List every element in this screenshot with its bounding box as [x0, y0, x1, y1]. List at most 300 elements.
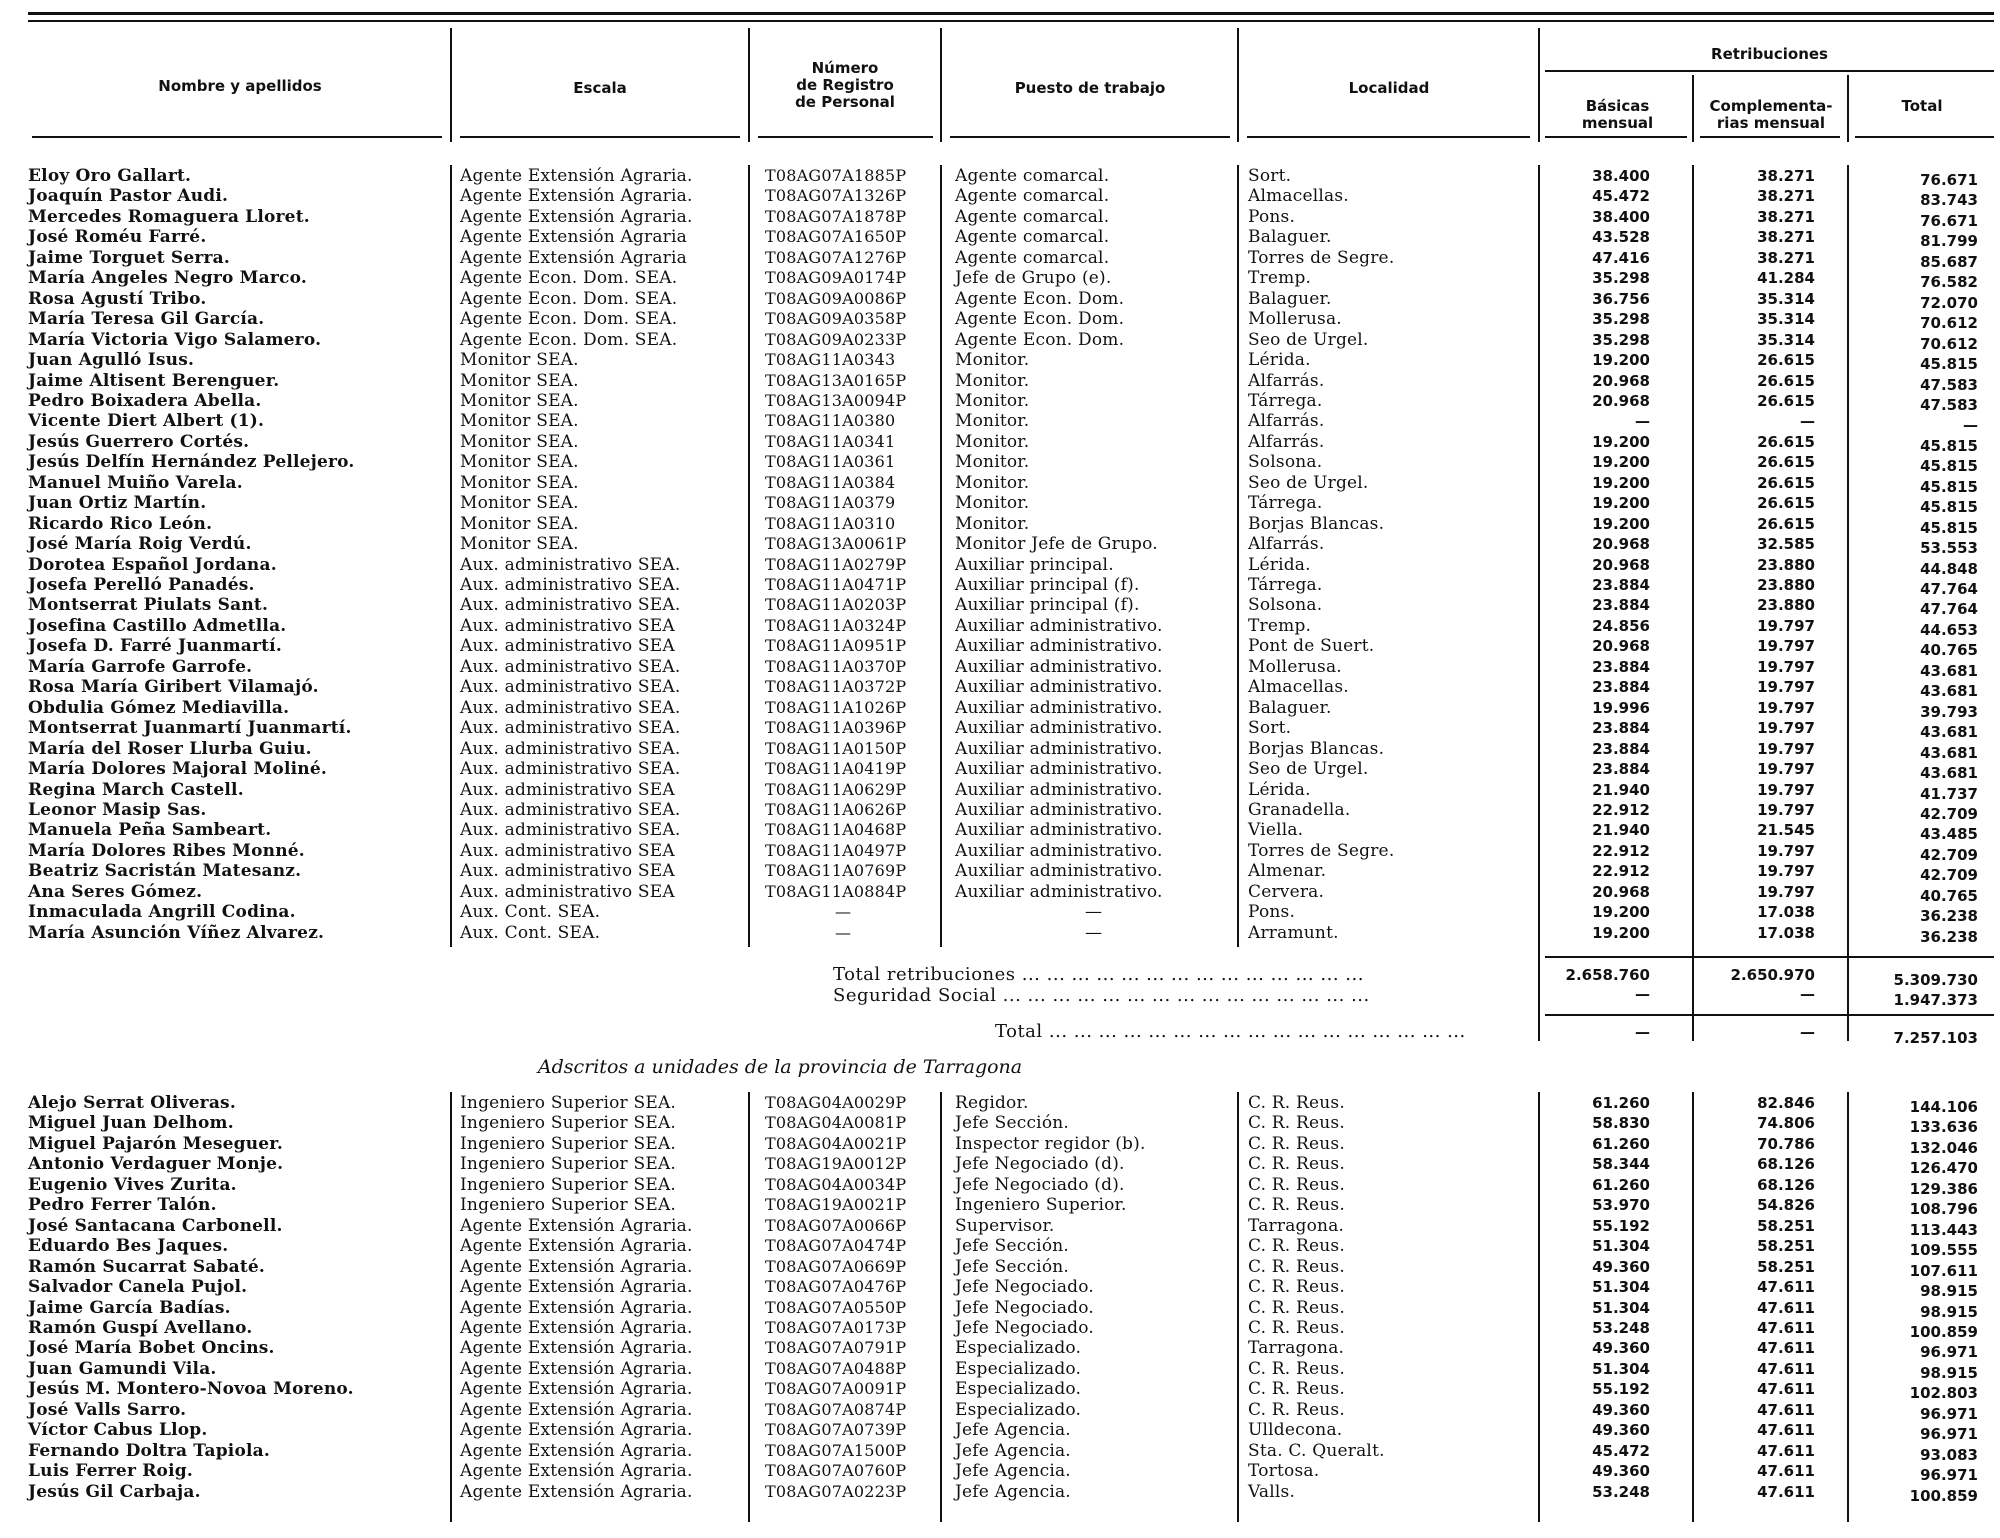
total-cell: 43.681	[1920, 764, 1978, 783]
person-name: Jaime García Badías.	[28, 1297, 231, 1318]
table-row	[0, 186, 2000, 210]
total-cell: 81.799	[1920, 232, 1978, 251]
total-cell: 45.815	[1920, 457, 1978, 476]
complementarias-cell: 47.611	[1757, 1421, 1815, 1440]
basicas-cell: 53.970	[1592, 1196, 1650, 1215]
basicas-cell: 23.884	[1592, 739, 1650, 758]
total-cell: 129.386	[1909, 1179, 1978, 1198]
person-name: Regina March Castell.	[28, 779, 244, 800]
person-name: Josefa Perelló Panadés.	[28, 575, 255, 595]
puesto-cell: Ingeniero Superior.	[955, 1195, 1127, 1216]
localidad-cell: C. R. Reus.	[1248, 1174, 1345, 1195]
total-cell: 42.709	[1920, 845, 1978, 864]
basicas-cell: 35.298	[1592, 269, 1650, 288]
localidad-cell: Balaguer.	[1248, 697, 1332, 718]
registro-cell: T08AG11A0396P	[765, 718, 907, 738]
basicas-cell: 21.940	[1592, 821, 1650, 840]
table-row	[0, 1113, 2000, 1137]
person-name: Jaime Altisent Berenguer.	[28, 370, 280, 391]
puesto-cell: Auxiliar administrativo.	[955, 881, 1163, 902]
complementarias-cell: 26.615	[1757, 494, 1815, 513]
basicas-cell: 49.360	[1592, 1400, 1650, 1419]
basicas-cell: 20.968	[1592, 371, 1650, 390]
basicas-cell: 23.884	[1592, 719, 1650, 738]
person-name: Ricardo Rico León.	[28, 513, 213, 534]
header-underline	[32, 136, 442, 138]
basicas-cell: 49.360	[1592, 1339, 1650, 1358]
basicas-cell: 19.200	[1592, 351, 1650, 370]
complementarias-cell: 47.611	[1757, 1462, 1815, 1481]
puesto-cell: Agente comarcal.	[955, 247, 1110, 268]
total-cell: 108.796	[1909, 1200, 1978, 1219]
total-cell: 113.443	[1909, 1220, 1978, 1239]
person-name: Ana Seres Gómez.	[28, 881, 203, 902]
complementarias-cell: 47.611	[1757, 1318, 1815, 1337]
escala-cell: Ingeniero Superior SEA.	[460, 1113, 677, 1134]
total-cell: 96.971	[1920, 1425, 1978, 1444]
header-underline	[758, 136, 933, 138]
registro-cell: T08AG11A0419P	[765, 759, 907, 779]
registro-cell: T08AG09A0174P	[765, 268, 907, 288]
total-cell: 41.737	[1920, 784, 1978, 803]
total-cell: 45.815	[1920, 477, 1978, 496]
table-row	[0, 718, 2000, 742]
table-row	[0, 268, 2000, 292]
puesto-cell: Auxiliar administrativo.	[955, 779, 1163, 800]
puesto-cell: Monitor.	[955, 370, 1030, 391]
basicas-cell: 22.912	[1592, 862, 1650, 881]
localidad-cell: Viella.	[1248, 820, 1304, 841]
registro-cell: T08AG07A0488P	[765, 1358, 907, 1378]
basicas-cell: 45.472	[1592, 187, 1650, 206]
escala-cell: Agente Extensión Agraria.	[460, 1481, 693, 1502]
localidad-cell: Mollerusa.	[1248, 309, 1342, 330]
basicas-cell: 19.200	[1592, 494, 1650, 513]
total-cell: 132.046	[1909, 1138, 1978, 1157]
escala-cell: Agente Extensión Agraria.	[460, 1317, 693, 1338]
puesto-cell: Jefe de Grupo (e).	[955, 268, 1112, 289]
header-complementarias-line1: Complementa-	[1709, 97, 1833, 115]
puesto-cell: Jefe Agencia.	[955, 1481, 1071, 1502]
total-cell: 98.915	[1920, 1363, 1978, 1382]
table-row	[0, 1297, 2000, 1321]
complementarias-cell: 21.545	[1757, 821, 1815, 840]
escala-cell: Aux. administrativo SEA.	[460, 677, 681, 698]
localidad-cell: Solsona.	[1248, 595, 1323, 616]
basicas-cell: 61.260	[1592, 1094, 1650, 1112]
registro-cell: T08AG07A1885P	[765, 166, 907, 185]
person-name: José Valls Sarro.	[28, 1399, 187, 1420]
basicas-cell: 20.968	[1592, 535, 1650, 554]
registro-cell: T08AG11A0384	[765, 472, 896, 492]
total-cell: 76.582	[1920, 273, 1978, 292]
escala-cell: Agente Extensión Agraria.	[460, 1399, 693, 1420]
escala-cell: Agente Extensión Agraria	[460, 227, 687, 248]
complementarias-cell: 23.880	[1757, 555, 1815, 574]
puesto-cell: Agente comarcal.	[955, 206, 1110, 227]
table-row	[0, 1461, 2000, 1485]
escala-cell: Agente Econ. Dom. SEA.	[460, 268, 678, 289]
table-row	[0, 472, 2000, 496]
escala-cell: Monitor SEA.	[460, 513, 579, 534]
complementarias-cell: 19.797	[1757, 678, 1815, 697]
localidad-cell: C. R. Reus.	[1248, 1236, 1345, 1257]
localidad-cell: Lérida.	[1248, 350, 1311, 371]
registro-cell: T08AG07A0550P	[765, 1297, 907, 1317]
registro-cell: T08AG13A0061P	[765, 534, 907, 554]
person-name: Salvador Canela Pujol.	[28, 1277, 248, 1298]
basicas-cell: 49.360	[1592, 1257, 1650, 1276]
escala-cell: Agente Extensión Agraria.	[460, 1420, 693, 1441]
puesto-cell: —	[1085, 902, 1103, 923]
table-row	[0, 247, 2000, 271]
localidad-cell: Seo de Urgel.	[1248, 759, 1369, 780]
table-row	[0, 513, 2000, 537]
total-cell: 45.815	[1920, 498, 1978, 517]
complementarias-cell: 35.314	[1757, 289, 1815, 308]
total-cell: —	[1963, 416, 1978, 435]
localidad-cell: Tortosa.	[1248, 1461, 1320, 1482]
table-row	[0, 779, 2000, 803]
basicas-cell: 23.884	[1592, 596, 1650, 615]
localidad-cell: Balaguer.	[1248, 227, 1332, 248]
escala-cell: Agente Extensión Agraria.	[460, 1215, 693, 1236]
person-name: Manuela Peña Sambeart.	[28, 820, 272, 841]
basicas-cell: 55.192	[1592, 1216, 1650, 1235]
escala-cell: Agente Extensión Agraria.	[460, 1461, 693, 1482]
totals-rule	[1545, 956, 1994, 958]
escala-cell: Agente Econ. Dom. SEA.	[460, 329, 678, 350]
total-retribuciones-label: Total retribuciones ... ... ... ... ... ... ... ... ... ... ... ... ... ...	[833, 964, 1364, 985]
complementarias-cell: 70.786	[1757, 1134, 1815, 1153]
table-row	[0, 431, 2000, 455]
puesto-cell: Monitor.	[955, 472, 1030, 493]
basicas-cell: 55.192	[1592, 1380, 1650, 1399]
header-divider	[1692, 75, 1694, 142]
puesto-cell: Monitor.	[955, 390, 1030, 411]
header-divider	[1538, 28, 1540, 142]
localidad-cell: Valls.	[1248, 1481, 1296, 1502]
total-cell: 40.765	[1920, 886, 1978, 905]
total-cell: 107.611	[1909, 1261, 1978, 1280]
person-name: Joaquín Pastor Audi.	[28, 186, 229, 207]
person-name: María Teresa Gil García.	[28, 309, 265, 330]
localidad-cell: Lérida.	[1248, 554, 1311, 575]
registro-cell: —	[835, 922, 852, 942]
registro-cell: T08AG04A0034P	[765, 1174, 907, 1194]
total-cell: 98.915	[1920, 1282, 1978, 1301]
table-row	[0, 656, 2000, 680]
table-row	[0, 1481, 2000, 1505]
localidad-cell: Tremp.	[1248, 268, 1312, 289]
person-name: Leonor Masip Sas.	[28, 799, 207, 820]
localidad-cell: Sort.	[1248, 166, 1292, 186]
escala-cell: Aux. administrativo SEA	[460, 840, 675, 861]
basicas-cell: 23.884	[1592, 678, 1650, 697]
table-row	[0, 677, 2000, 701]
person-name: Beatriz Sacristán Matesanz.	[28, 861, 302, 882]
header-underline	[1247, 136, 1530, 138]
puesto-cell: Jefe Negociado (d).	[955, 1154, 1125, 1175]
total-cell: 43.485	[1920, 825, 1978, 844]
puesto-cell: Inspector regidor (b).	[955, 1133, 1146, 1154]
table-row	[0, 1277, 2000, 1301]
escala-cell: Agente Extensión Agraria.	[460, 1379, 693, 1400]
header-registro-line1: Número	[811, 59, 879, 77]
table-row	[0, 1420, 2000, 1444]
total-basicas: —	[1635, 1023, 1650, 1041]
puesto-cell: Auxiliar administrativo.	[955, 656, 1163, 677]
complementarias-cell: 19.797	[1757, 739, 1815, 758]
localidad-cell: C. R. Reus.	[1248, 1277, 1345, 1298]
total-cell: 42.709	[1920, 866, 1978, 885]
complementarias-cell: 19.797	[1757, 637, 1815, 656]
complementarias-cell: 19.797	[1757, 780, 1815, 799]
complementarias-cell: 47.611	[1757, 1400, 1815, 1419]
total-cell: 144.106	[1909, 1098, 1978, 1116]
registro-cell: T08AG04A0081P	[765, 1113, 907, 1133]
complementarias-cell: 19.797	[1757, 657, 1815, 676]
table-row	[0, 1358, 2000, 1382]
header-localidad: Localidad	[1348, 79, 1430, 97]
complementarias-cell: 47.611	[1757, 1298, 1815, 1317]
registro-cell: T08AG13A0094P	[765, 390, 907, 410]
seguridad-social-basicas: —	[1635, 985, 1650, 1003]
localidad-cell: C. R. Reus.	[1248, 1297, 1345, 1318]
basicas-cell: 20.968	[1592, 391, 1650, 410]
header-basicas-line1: Básicas	[1585, 97, 1650, 115]
localidad-cell: Mollerusa.	[1248, 656, 1342, 677]
localidad-cell: Almenar.	[1248, 861, 1327, 882]
registro-cell: T08AG07A0739P	[765, 1420, 907, 1440]
puesto-cell: Regidor.	[955, 1093, 1029, 1113]
basicas-cell: 51.304	[1592, 1298, 1650, 1317]
table-row	[0, 738, 2000, 762]
header-retribuciones: Retribuciones	[1711, 45, 1828, 63]
table-row	[0, 227, 2000, 251]
total-cell: 45.815	[1920, 436, 1978, 455]
total-cell: 47.583	[1920, 395, 1978, 414]
escala-cell: Monitor SEA.	[460, 370, 579, 391]
puesto-cell: Especializado.	[955, 1358, 1082, 1379]
total-cell: 43.681	[1920, 661, 1978, 680]
registro-cell: T08AG07A0066P	[765, 1215, 907, 1235]
puesto-cell: Jefe Agencia.	[955, 1420, 1071, 1441]
localidad-cell: Sta. C. Queralt.	[1248, 1440, 1385, 1461]
localidad-cell: Alfarrás.	[1248, 370, 1325, 391]
complementarias-cell: 17.038	[1757, 903, 1815, 922]
total-total: 7.257.103	[1893, 1029, 1978, 1047]
registro-cell: T08AG11A0310	[765, 513, 896, 533]
complementarias-cell: 35.314	[1757, 310, 1815, 329]
table-row	[0, 534, 2000, 558]
header-underline	[460, 136, 740, 138]
registro-cell: T08AG11A0468P	[765, 820, 907, 840]
escala-cell: Agente Extensión Agraria.	[460, 1297, 693, 1318]
basicas-cell: 19.200	[1592, 903, 1650, 922]
localidad-cell: Alfarrás.	[1248, 534, 1325, 555]
seguridad-social-complementarias: —	[1800, 985, 1815, 1003]
localidad-cell: C. R. Reus.	[1248, 1317, 1345, 1338]
person-name: Luis Ferrer Roig.	[28, 1461, 193, 1482]
total-cell: 43.681	[1920, 682, 1978, 701]
basicas-cell: 49.360	[1592, 1462, 1650, 1481]
person-name: María Victoria Vigo Salamero.	[28, 329, 322, 350]
basicas-cell: 61.260	[1592, 1175, 1650, 1194]
puesto-cell: Agente comarcal.	[955, 166, 1110, 186]
puesto-cell: Agente Econ. Dom.	[955, 329, 1125, 350]
puesto-cell: Auxiliar administrativo.	[955, 697, 1163, 718]
basicas-cell: 43.528	[1592, 228, 1650, 247]
totals-rule	[1545, 1014, 1994, 1016]
complementarias-cell: 26.615	[1757, 391, 1815, 410]
complementarias-cell: 19.797	[1757, 760, 1815, 779]
person-name: Dorotea Español Jordana.	[28, 554, 277, 575]
registro-cell: T08AG09A0358P	[765, 309, 907, 329]
total-cell: 100.859	[1909, 1322, 1978, 1341]
puesto-cell: Supervisor.	[955, 1215, 1055, 1236]
localidad-cell: Almacellas.	[1248, 186, 1349, 207]
localidad-cell: Borjas Blancas.	[1248, 738, 1385, 759]
puesto-cell: Jefe Sección.	[955, 1113, 1070, 1134]
escala-cell: Agente Extensión Agraria.	[460, 1440, 693, 1461]
localidad-cell: Seo de Urgel.	[1248, 329, 1369, 350]
top-rule-2	[28, 20, 1994, 22]
header-registro-line3: de Personal	[795, 93, 895, 111]
table-row	[0, 493, 2000, 517]
table-row	[0, 452, 2000, 476]
basicas-cell: 47.416	[1592, 248, 1650, 267]
basicas-cell: 24.856	[1592, 616, 1650, 635]
header-divider	[1847, 75, 1849, 142]
complementarias-cell: 38.271	[1757, 228, 1815, 247]
total-cell: 53.553	[1920, 539, 1978, 558]
complementarias-cell: 82.846	[1757, 1094, 1815, 1112]
person-name: Montserrat Piulats Sant.	[28, 595, 269, 616]
complementarias-cell: 47.611	[1757, 1482, 1815, 1501]
complementarias-cell: 17.038	[1757, 923, 1815, 942]
basicas-cell: 38.400	[1592, 167, 1650, 185]
puesto-cell: Jefe Negociado.	[955, 1297, 1094, 1318]
table-row	[0, 820, 2000, 844]
localidad-cell: Seo de Urgel.	[1248, 472, 1369, 493]
puesto-cell: Especializado.	[955, 1379, 1082, 1400]
localidad-cell: Alfarrás.	[1248, 411, 1325, 432]
table-row	[0, 206, 2000, 230]
person-name: María Garrofe Garrofe.	[28, 656, 253, 677]
total-cell: 47.764	[1920, 600, 1978, 619]
escala-cell: Agente Extensión Agraria.	[460, 1338, 693, 1359]
complementarias-cell: 47.611	[1757, 1278, 1815, 1297]
basicas-cell: 61.260	[1592, 1134, 1650, 1153]
complementarias-cell: 23.880	[1757, 576, 1815, 594]
escala-cell: Aux. Cont. SEA.	[460, 922, 601, 943]
seguridad-social-label: Seguridad Social ... ... ... ... ... ... ... ... ... ... ... ... ... ... ...	[833, 985, 1370, 1006]
complementarias-cell: 19.797	[1757, 698, 1815, 717]
registro-cell: T08AG11A0372P	[765, 677, 907, 697]
localidad-cell: Cervera.	[1248, 881, 1325, 902]
registro-cell: T08AG11A0341	[765, 431, 896, 451]
table-row	[0, 390, 2000, 414]
person-name: Jesús Guerrero Cortés.	[28, 431, 250, 452]
escala-cell: Monitor SEA.	[460, 534, 579, 555]
person-name: José Santacana Carbonell.	[28, 1215, 283, 1236]
complementarias-cell: 54.826	[1757, 1196, 1815, 1215]
complementarias-cell: 38.271	[1757, 167, 1815, 185]
total-label: Total ... ... ... ... ... ... ... ... ... ... ... ... ... ... ... ... ...	[995, 1021, 1466, 1042]
complementarias-cell: 74.806	[1757, 1114, 1815, 1133]
escala-cell: Aux. administrativo SEA.	[460, 656, 681, 677]
basicas-cell: 19.996	[1592, 698, 1650, 717]
person-name: Ramón Guspí Avellano.	[28, 1317, 253, 1338]
registro-cell: T08AG11A0629P	[765, 779, 907, 799]
header-divider	[748, 28, 750, 142]
registro-cell: T08AG07A0760P	[765, 1461, 907, 1481]
total-cell: 83.743	[1920, 191, 1978, 210]
complementarias-cell: —	[1800, 412, 1815, 431]
header-basicas-line2: mensual	[1581, 114, 1654, 132]
table-row	[0, 370, 2000, 394]
total-cell: 47.764	[1920, 580, 1978, 598]
basicas-cell: 20.968	[1592, 637, 1650, 656]
escala-cell: Aux. administrativo SEA	[460, 881, 675, 902]
basicas-cell: 58.830	[1592, 1114, 1650, 1133]
table-row	[0, 1236, 2000, 1260]
basicas-cell: 51.304	[1592, 1237, 1650, 1256]
total-cell: 126.470	[1909, 1159, 1978, 1178]
registro-cell: T08AG07A1878P	[765, 206, 907, 226]
table-row	[0, 1215, 2000, 1239]
table-row	[0, 881, 2000, 905]
complementarias-cell: 47.611	[1757, 1441, 1815, 1460]
basicas-cell: 58.344	[1592, 1155, 1650, 1174]
basicas-cell: 35.298	[1592, 310, 1650, 329]
table-row	[0, 575, 2000, 598]
registro-cell: T08AG11A0370P	[765, 656, 907, 676]
puesto-cell: Auxiliar administrativo.	[955, 718, 1163, 739]
person-name: Antonio Verdaguer Monje.	[28, 1154, 284, 1175]
escala-cell: Ingeniero Superior SEA.	[460, 1154, 677, 1175]
localidad-cell: C. R. Reus.	[1248, 1399, 1345, 1420]
puesto-cell: Auxiliar administrativo.	[955, 636, 1163, 657]
escala-cell: Aux. administrativo SEA	[460, 615, 675, 636]
registro-cell: T08AG11A0951P	[765, 636, 907, 656]
complementarias-cell: 68.126	[1757, 1175, 1815, 1194]
localidad-cell: Balaguer.	[1248, 288, 1332, 309]
escala-cell: Aux. administrativo SEA	[460, 636, 675, 657]
localidad-cell: Solsona.	[1248, 452, 1323, 473]
person-name: Josefina Castillo Admetlla.	[28, 615, 287, 636]
escala-cell: Agente Econ. Dom. SEA.	[460, 309, 678, 330]
person-name: Mercedes Romaguera Lloret.	[28, 206, 310, 227]
registro-cell: T08AG11A0380	[765, 411, 896, 431]
complementarias-cell: 19.797	[1757, 616, 1815, 635]
basicas-cell: 51.304	[1592, 1278, 1650, 1297]
basicas-cell: 45.472	[1592, 1441, 1650, 1460]
complementarias-cell: 26.615	[1757, 371, 1815, 390]
table-row	[0, 1195, 2000, 1219]
complementarias-cell: 19.797	[1757, 862, 1815, 881]
complementarias-cell: 68.126	[1757, 1155, 1815, 1174]
person-name: José María Bobet Oncins.	[28, 1338, 275, 1359]
puesto-cell: Jefe Agencia.	[955, 1440, 1071, 1461]
table-row	[0, 1256, 2000, 1280]
localidad-cell: C. R. Reus.	[1248, 1358, 1345, 1379]
complementarias-cell: 19.797	[1757, 800, 1815, 819]
basicas-cell: 38.400	[1592, 207, 1650, 226]
puesto-cell: Auxiliar administrativo.	[955, 820, 1163, 841]
basicas-cell: 19.200	[1592, 432, 1650, 451]
